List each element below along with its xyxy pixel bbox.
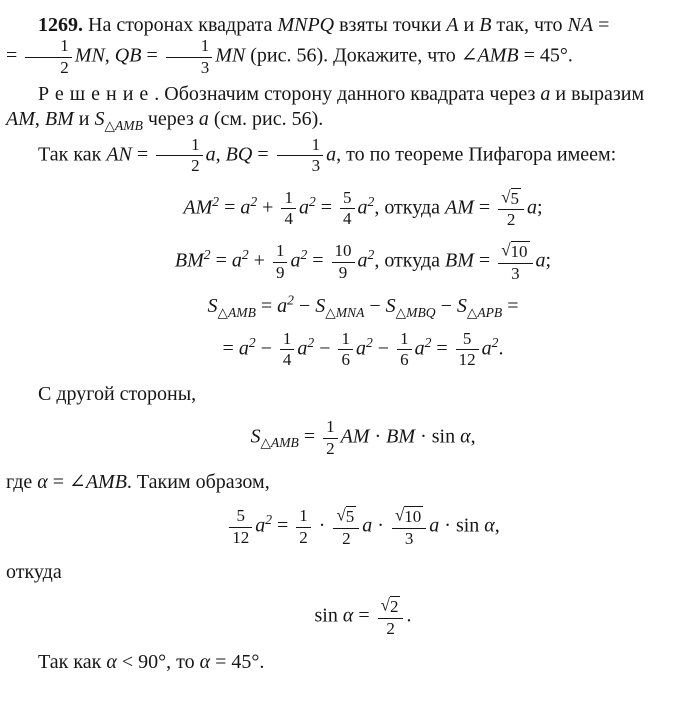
fraction xyxy=(397,330,412,370)
denominator: 6 xyxy=(400,350,409,370)
denominator: 12 xyxy=(232,527,250,547)
text-run: = xyxy=(473,196,496,219)
superscript: 2 xyxy=(307,335,315,351)
fraction xyxy=(281,189,296,229)
math-variable: QB xyxy=(114,44,142,67)
text-run: − xyxy=(435,295,457,318)
text-run: взяты точки xyxy=(334,14,447,36)
eq-am xyxy=(6,188,690,230)
eq-sin-alpha xyxy=(6,596,690,638)
pythagoras-intro xyxy=(6,136,690,176)
text-run: = xyxy=(219,196,241,219)
denominator: 6 xyxy=(341,350,350,370)
fraction xyxy=(280,330,295,370)
fraction xyxy=(332,242,355,282)
math-variable: a xyxy=(481,337,492,360)
numerator: 1 xyxy=(166,37,213,57)
numerator xyxy=(498,241,532,263)
math-variable: a xyxy=(326,143,337,166)
math-variable: a xyxy=(540,83,551,106)
numerator: 1 xyxy=(280,330,295,350)
denominator: 3 xyxy=(200,57,210,77)
denominator: 2 xyxy=(326,438,335,458)
fraction xyxy=(296,507,311,547)
superscript: 2 xyxy=(241,247,249,263)
text-run: = xyxy=(315,196,338,219)
superscript: 2 xyxy=(367,247,375,263)
text-run: − xyxy=(372,337,395,360)
text-run: = 45°. xyxy=(518,44,573,67)
fraction xyxy=(156,136,203,176)
other-side xyxy=(6,382,690,406)
text-run: = xyxy=(6,44,23,67)
superscript: 2 xyxy=(212,193,220,209)
text-run: = xyxy=(473,249,496,272)
alpha-definition xyxy=(6,470,690,494)
math-variable: a xyxy=(414,337,425,360)
math-variable: MNPQ xyxy=(277,14,335,36)
text-run: С другой стороны, xyxy=(38,382,197,405)
superscript: 2 xyxy=(367,193,375,209)
numerator xyxy=(392,506,426,528)
text-run: и выразим xyxy=(550,83,645,106)
text-run: = xyxy=(131,143,154,166)
math-variable: a xyxy=(290,249,301,272)
text-run: = ∠ xyxy=(47,470,86,493)
radical-sign-icon: √ xyxy=(394,505,405,525)
math-variable: α xyxy=(199,651,211,674)
math-variable: a xyxy=(240,196,251,219)
text-run: = xyxy=(252,143,274,166)
text-run: − xyxy=(293,295,316,318)
denominator: 4 xyxy=(343,208,352,228)
eq-area-decomposition xyxy=(6,292,690,320)
superscript: 2 xyxy=(424,335,432,351)
text-run: , xyxy=(494,514,500,537)
numerator: 5 xyxy=(229,507,252,527)
math-variable: S xyxy=(94,107,105,130)
subscript: △MNA xyxy=(325,304,365,320)
fraction xyxy=(273,242,288,282)
numerator: 5 xyxy=(340,189,355,209)
text-run: · sin xyxy=(439,514,485,537)
text-run: , xyxy=(104,44,115,67)
eq-area-sine xyxy=(6,418,690,458)
math-variable: B xyxy=(479,14,492,36)
text-run: . xyxy=(406,604,412,627)
math-variable: S xyxy=(315,295,326,318)
math-variable: BM xyxy=(386,425,416,448)
numerator: 1 xyxy=(338,330,353,350)
denominator: 12 xyxy=(458,350,476,370)
numerator: 1 xyxy=(281,189,296,209)
math-variable: α xyxy=(37,470,48,493)
math-variable: a xyxy=(205,143,216,166)
text-run: = xyxy=(298,425,321,448)
text-run: − xyxy=(314,337,336,360)
denominator: 2 xyxy=(506,209,516,229)
eq-area-result xyxy=(6,330,690,370)
text-run: = xyxy=(593,14,610,36)
denominator: 4 xyxy=(284,208,293,228)
text-run: где xyxy=(6,470,38,493)
radicand: 5 xyxy=(510,188,520,208)
sqrt-fraction xyxy=(498,188,524,230)
text-run: + xyxy=(257,196,279,219)
math-variable: A xyxy=(446,14,459,36)
text-run: . xyxy=(498,337,504,360)
fraction xyxy=(456,330,479,370)
radical-sign-icon: √ xyxy=(380,596,390,616)
math-variable: a xyxy=(277,295,288,318)
text-run: На сторонах квадрата xyxy=(83,14,278,36)
text-run: и xyxy=(73,107,95,130)
subscript: △AMB xyxy=(104,117,143,133)
solution-intro xyxy=(6,82,690,131)
superscript: 2 xyxy=(250,193,258,209)
fraction xyxy=(277,136,324,176)
denominator: 9 xyxy=(275,262,285,282)
math-variable: MN xyxy=(74,44,105,67)
denominator: 9 xyxy=(338,262,348,282)
text-run: − xyxy=(364,295,386,318)
math-variable: a xyxy=(198,107,209,130)
text-run: Так как xyxy=(38,143,107,166)
math-variable: BM xyxy=(445,249,474,272)
math-variable: α xyxy=(342,604,354,627)
math-variable: AM xyxy=(340,425,370,448)
math-variable: AMB xyxy=(477,44,519,67)
text-run: ; xyxy=(545,249,552,272)
text-run: . Обозначим сторону данного квадрата через xyxy=(154,83,541,106)
math-variable: α xyxy=(484,514,495,537)
math-variable: AN xyxy=(106,143,132,166)
superscript: 2 xyxy=(203,247,211,263)
math-variable: α xyxy=(106,651,117,674)
text-run: , xyxy=(470,425,476,448)
math-variable: a xyxy=(357,249,368,272)
text-run: = xyxy=(255,295,278,318)
text-run: , xyxy=(34,107,45,130)
text-run: − xyxy=(255,337,277,360)
math-variable: S xyxy=(456,295,467,318)
text-run: , откуда xyxy=(374,196,446,219)
math-variable: AM xyxy=(6,107,35,130)
math-variable: a xyxy=(535,249,546,272)
text-run: , то по теореме Пифагора имеем: xyxy=(336,143,617,166)
math-variable: BM xyxy=(174,249,204,272)
fraction xyxy=(323,418,338,458)
superscript: 2 xyxy=(491,335,499,351)
superscript: 2 xyxy=(300,247,308,263)
radical-sign-icon: √ xyxy=(501,187,511,207)
fraction xyxy=(340,189,355,229)
radicand: 10 xyxy=(404,507,422,527)
radicand: 10 xyxy=(510,242,528,262)
math-variable: AMB xyxy=(85,470,127,493)
problem-statement xyxy=(6,13,690,77)
math-variable: α xyxy=(460,425,471,448)
numerator: 1 xyxy=(273,242,288,262)
numerator: 1 xyxy=(25,37,72,57)
spaced-word: Решение xyxy=(38,83,155,106)
denominator: 4 xyxy=(282,350,292,370)
text-run: откуда xyxy=(6,560,62,583)
conclusion xyxy=(6,650,690,674)
denominator: 3 xyxy=(311,156,321,176)
sqrt-fraction xyxy=(333,506,359,548)
numerator xyxy=(333,506,359,528)
math-variable: AM xyxy=(445,196,474,219)
numerator: 1 xyxy=(397,330,412,350)
subscript: △MBQ xyxy=(395,304,436,320)
math-variable: a xyxy=(429,514,440,537)
text-run: = xyxy=(271,514,294,537)
numerator: 1 xyxy=(323,418,338,438)
text-run: так, что xyxy=(491,14,568,36)
text-run: · sin xyxy=(415,425,461,448)
radicand: 5 xyxy=(345,507,355,527)
text-run: , откуда xyxy=(374,249,446,272)
subscript: △APB xyxy=(466,304,503,320)
math-variable: NA xyxy=(567,14,594,36)
denominator: 3 xyxy=(511,263,520,283)
text-run: = xyxy=(141,44,163,67)
math-variable: a xyxy=(255,514,266,537)
text-run: = 45°. xyxy=(210,651,265,674)
numerator: 1 xyxy=(277,136,324,156)
sqrt-fraction xyxy=(498,241,532,283)
bold-problem-number: 1269. xyxy=(38,14,83,36)
fraction xyxy=(166,37,213,77)
denominator: 2 xyxy=(386,618,395,638)
superscript: 2 xyxy=(308,193,316,209)
math-variable: a xyxy=(355,337,366,360)
math-variable: a xyxy=(527,196,538,219)
math-variable: a xyxy=(238,337,249,360)
text-run: , xyxy=(215,143,226,166)
radical-sign-icon: √ xyxy=(501,240,511,260)
text-run: = xyxy=(502,295,519,318)
math-variable: a xyxy=(298,196,309,219)
radicand: 2 xyxy=(389,597,399,617)
text-run: · xyxy=(369,425,387,448)
math-variable: a xyxy=(357,196,368,219)
denominator: 2 xyxy=(342,528,351,548)
math-variable: a xyxy=(297,337,308,360)
text-run: через xyxy=(142,107,199,130)
math-variable: a xyxy=(362,514,373,537)
text-run: и xyxy=(458,14,480,36)
eq-combined xyxy=(6,506,690,548)
math-variable: AM xyxy=(183,196,213,219)
numerator: 1 xyxy=(156,136,203,156)
text-run: = xyxy=(222,337,239,360)
eq-bm xyxy=(6,241,690,283)
numerator xyxy=(378,596,404,618)
denominator: 2 xyxy=(299,527,308,547)
text-run: · xyxy=(372,514,389,537)
text-run: · xyxy=(313,514,331,537)
subscript: △AMB xyxy=(260,435,299,451)
text-run: = xyxy=(431,337,453,360)
numerator: 5 xyxy=(456,330,479,350)
text-run: = xyxy=(353,604,375,627)
superscript: 2 xyxy=(365,335,373,351)
math-variable: a xyxy=(231,249,242,272)
sqrt-fraction xyxy=(392,506,426,548)
sqrt-fraction xyxy=(378,596,404,638)
text-run: . Таким образом, xyxy=(126,470,270,493)
text-run: (см. рис. 56). xyxy=(208,107,324,130)
numerator xyxy=(498,188,524,210)
math-variable: S xyxy=(250,425,261,448)
text-run: sin xyxy=(314,604,343,627)
fraction xyxy=(25,37,72,77)
text-run: (рис. 56). Докажите, что ∠ xyxy=(245,44,478,67)
math-variable: BQ xyxy=(225,143,253,166)
whence xyxy=(6,560,690,584)
fraction xyxy=(338,330,353,370)
denominator: 3 xyxy=(404,528,414,548)
text-run: ; xyxy=(537,196,543,219)
fraction xyxy=(229,507,252,547)
text-run: < 90°, то xyxy=(116,651,200,674)
math-variable: S xyxy=(207,295,218,318)
text-run: Так как xyxy=(38,651,107,674)
math-variable: MN xyxy=(215,44,246,67)
text-run: = xyxy=(307,249,329,272)
math-variable: BM xyxy=(44,107,74,130)
text-run: = xyxy=(210,249,232,272)
numerator: 1 xyxy=(296,507,311,527)
superscript: 2 xyxy=(265,512,272,528)
denominator: 2 xyxy=(191,156,200,176)
radical-sign-icon: √ xyxy=(336,505,346,525)
text-run: + xyxy=(248,249,270,272)
superscript: 2 xyxy=(248,335,256,351)
subscript: △AMB xyxy=(217,304,256,320)
denominator: 2 xyxy=(60,57,69,77)
superscript: 2 xyxy=(287,292,294,308)
numerator: 10 xyxy=(332,242,355,262)
math-variable: S xyxy=(385,295,396,318)
